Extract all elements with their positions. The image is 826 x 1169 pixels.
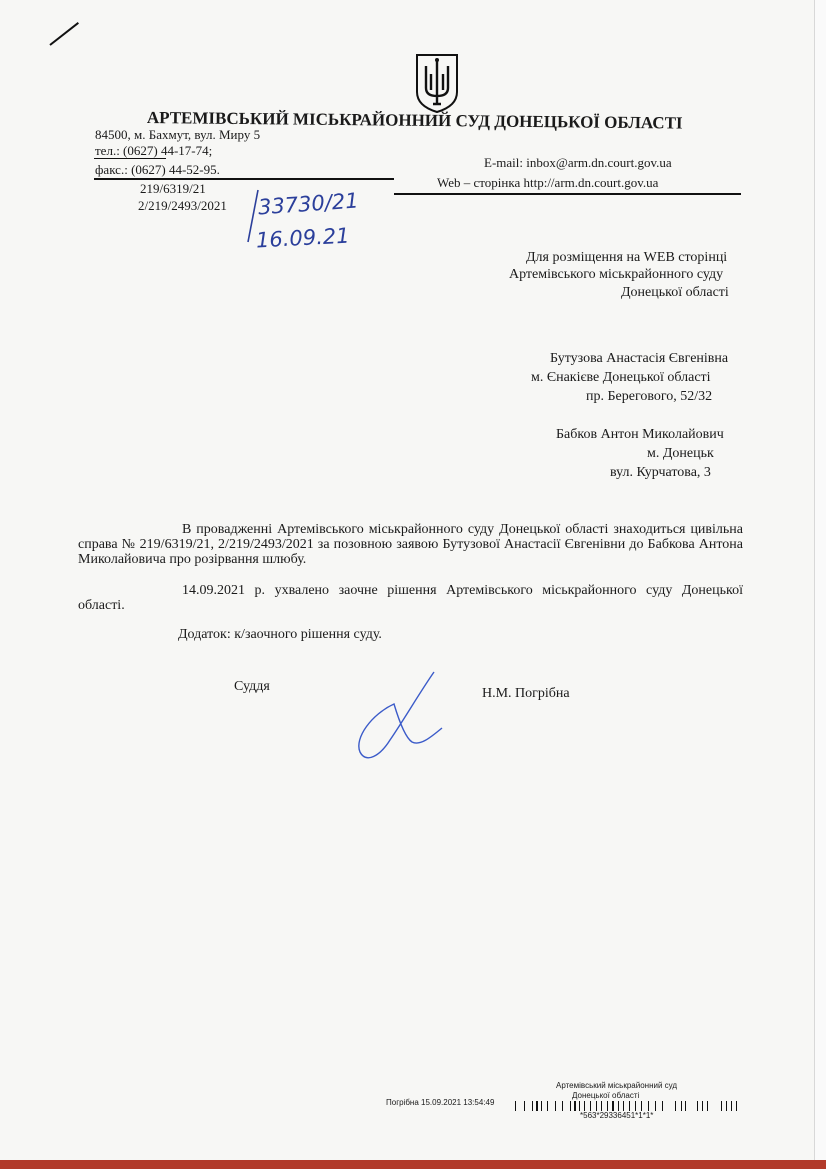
web-notice-line-3: Донецької області xyxy=(621,285,729,300)
recipient-2-city: м. Донецьк xyxy=(647,446,714,461)
body-paragraph-1-text: В провадженні Артемівського міськрайонного суду Донецької області знаходиться цивільна справа № 219/6319/21, 2/219/2493/2021 за позовною заявою Бутузової Анастасії Євгенівни до Бабкова Антона Миколайовича про розірвання шлюбу. xyxy=(78,522,743,567)
recipient-1-name: Бутузова Анастасія Євгенівна xyxy=(550,351,729,366)
web-notice-line-1: Для розміщення на WEB сторінці xyxy=(526,250,728,265)
header-rule-right xyxy=(394,193,741,195)
case-number-1: 219/6319/21 xyxy=(140,181,206,196)
footer-court-line-1: Артемівський міськрайонний суд xyxy=(556,1081,678,1090)
court-name: АРТЕМІВСЬКИЙ МІСЬКРАЙОННИЙ СУД ДОНЕЦЬКОЇ ОБЛАСТІ xyxy=(146,108,683,133)
barcode-text: *563*29336451*1*1* xyxy=(580,1111,654,1120)
document-barcode xyxy=(515,1101,737,1111)
court-phone: тел.: (0627) 44-17-74; xyxy=(95,143,213,158)
body-paragraph-1 xyxy=(78,522,743,567)
web-notice-line-2: Артемівського міськрайонного суду xyxy=(509,267,724,282)
scan-bottom-edge xyxy=(0,1160,826,1169)
attachment-note: Додаток: к/заочного рішення суду. xyxy=(178,627,382,642)
judge-name: Н.М. Погрібна xyxy=(482,686,570,701)
footer-court-line-2: Донецької області xyxy=(572,1091,640,1100)
recipient-1-street: пр. Берегового, 52/32 xyxy=(586,389,713,404)
header-rule-left xyxy=(94,178,394,180)
court-address: 84500, м. Бахмут, вул. Миру 5 xyxy=(95,127,261,142)
court-fax: факс.: (0627) 44-52-95. xyxy=(95,162,220,177)
recipient-1-city: м. Єнакієве Донецької області xyxy=(531,370,711,385)
pen-mark xyxy=(49,22,79,46)
court-email: E-mail: inbox@arm.dn.court.gov.ua xyxy=(484,155,672,170)
recipient-2-street: вул. Курчатова, 3 xyxy=(610,465,711,480)
case-number-2: 2/219/2493/2021 xyxy=(138,198,227,213)
footer-signed-by: Погрібна 15.09.2021 13:54:49 xyxy=(386,1098,495,1107)
handwritten-date: 16.09.21 xyxy=(255,223,351,253)
handwritten-outgoing-number: 33730/21 xyxy=(257,188,360,220)
phone-underline xyxy=(94,158,166,159)
signature-title: Суддя xyxy=(234,679,270,694)
judge-signature xyxy=(350,668,450,768)
court-website: Web – сторінка http://arm.dn.court.gov.ua xyxy=(437,175,659,190)
scan-edge xyxy=(814,0,826,1169)
body-paragraph-2-text: 14.09.2021 р. ухвалено заочне рішення Артемівського міськрайонного суду Донецької області. xyxy=(78,583,743,613)
trident-emblem-icon xyxy=(414,52,460,114)
body-paragraph-2 xyxy=(78,583,743,613)
recipient-2-name: Бабков Антон Миколайович xyxy=(556,427,724,442)
